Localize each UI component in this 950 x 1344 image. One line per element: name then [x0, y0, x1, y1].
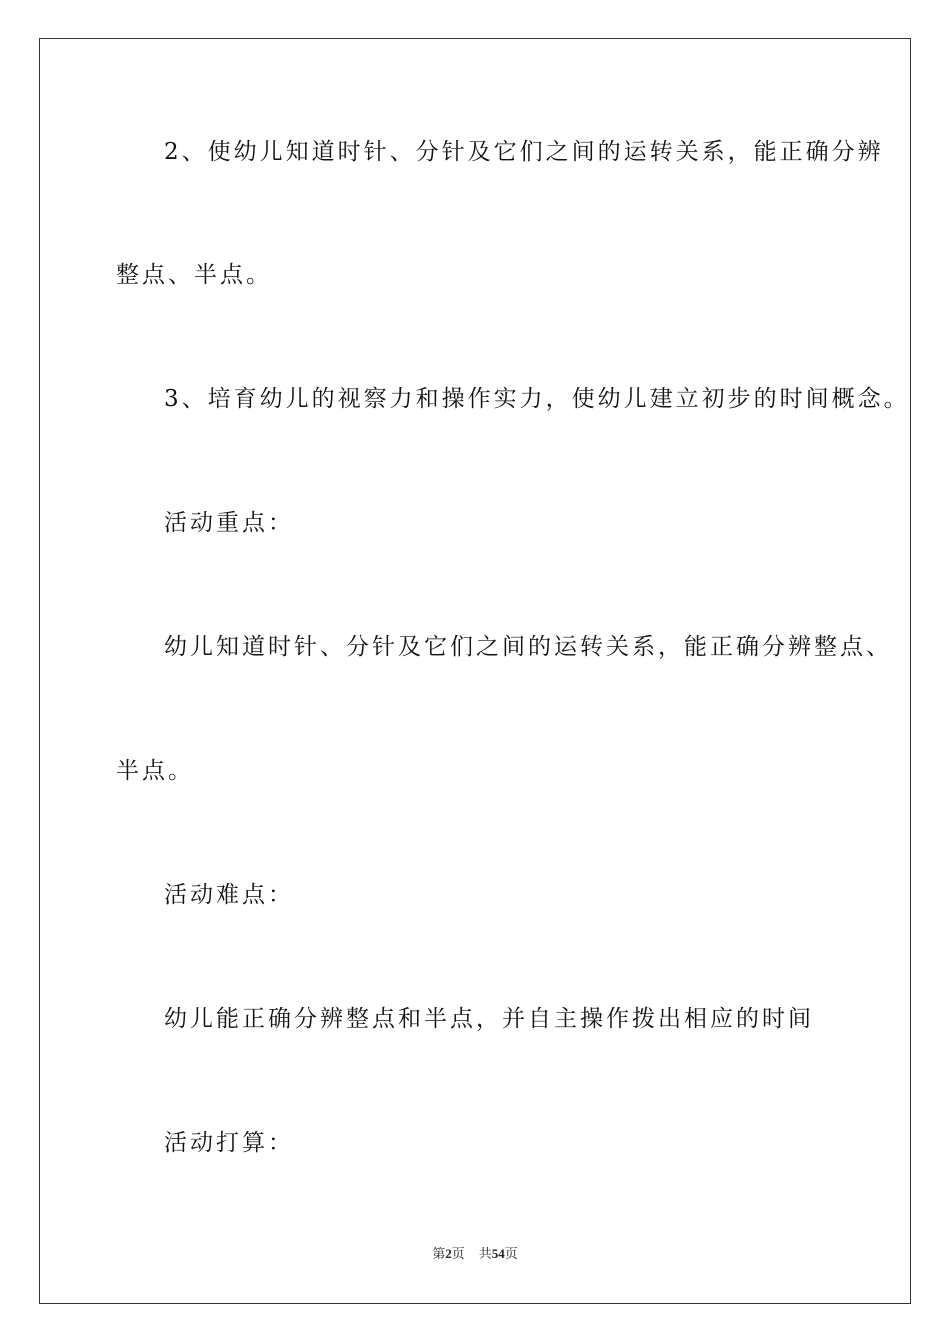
paragraph-line-8: 幼儿能正确分辨整点和半点，并自主操作拨出相应的时间	[164, 1006, 814, 1032]
paragraph-line-6: 半点。	[116, 758, 194, 784]
section-heading-key-point: 活动重点：	[164, 510, 294, 536]
footer-page-prefix: 第	[432, 1246, 446, 1261]
footer-page-number: 2	[445, 1246, 452, 1261]
footer-page-suffix: 页	[451, 1246, 465, 1261]
footer-total-suffix: 页	[504, 1246, 518, 1261]
paragraph-line-2: 整点、半点。	[116, 262, 272, 288]
section-heading-difficulty: 活动难点：	[164, 882, 294, 908]
paragraph-line-5: 幼儿知道时针、分针及它们之间的运转关系，能正确分辨整点、	[164, 634, 892, 660]
page-border	[39, 38, 911, 1304]
footer-total-prefix: 共	[478, 1246, 492, 1261]
footer-total-pages: 54	[491, 1246, 505, 1261]
section-heading-plan: 活动打算：	[164, 1130, 294, 1156]
paragraph-line-3: 3、培育幼儿的视察力和操作实力，使幼儿建立初步的时间概念。	[164, 386, 910, 412]
paragraph-line-1: 2、使幼儿知道时针、分针及它们之间的运转关系，能正确分辨	[164, 139, 884, 165]
page-footer	[0, 1244, 950, 1264]
